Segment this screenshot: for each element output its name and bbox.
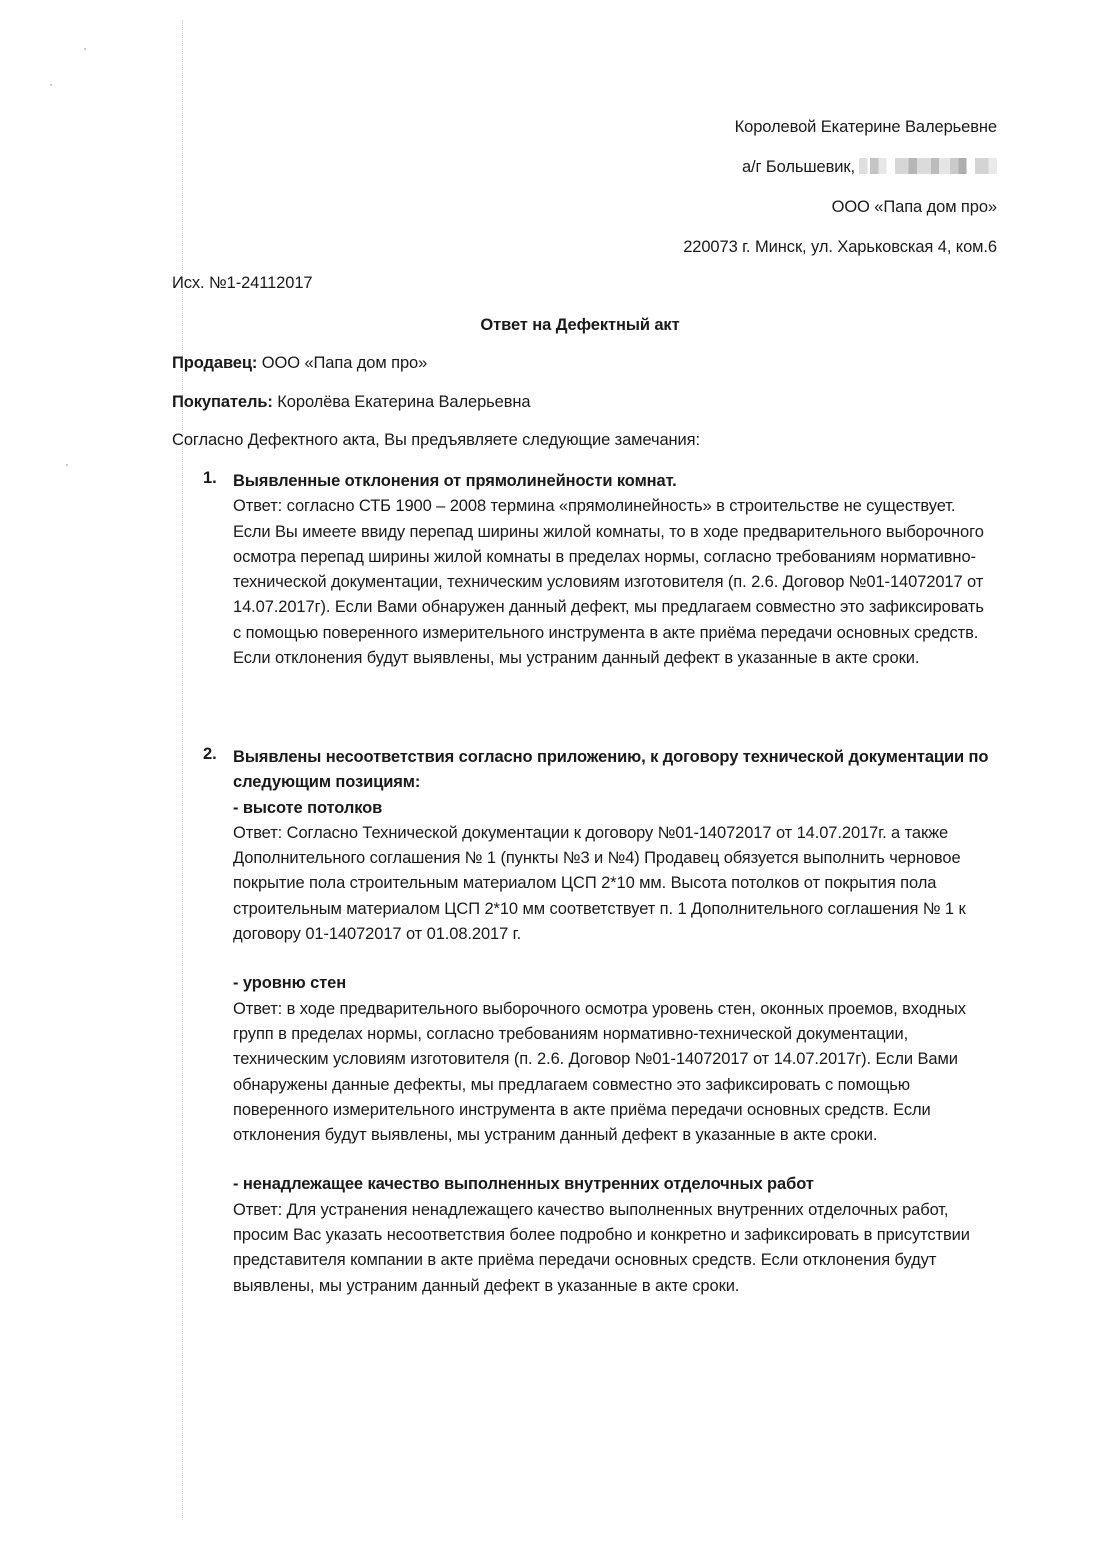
recipient-company: ООО «Папа дом про»: [831, 198, 997, 216]
buyer-line: [172, 393, 531, 412]
recipient-address-line: а/г Большевик,: [741, 158, 855, 176]
subitem-finishing-quality: [233, 1172, 993, 1298]
recipient-address: [742, 158, 997, 177]
subitem-wall-level: [233, 971, 993, 1148]
scan-speck: [50, 84, 52, 86]
remark-item-number: 2.: [203, 745, 217, 763]
remark-item-number: 1.: [203, 469, 217, 487]
scan-speck: [84, 48, 86, 50]
remark-item-2: [203, 745, 993, 1299]
subitem-answer: Ответ: Согласно Технической документации к договору №01-14072017 от 14.07.2017г. а также Дополнительного соглашения № 1 (пункты №3 и №4) Продавец обязуется выполнить черновое покрытие пола строительным материалом ЦСП 2*10 мм. Высота потолков от покрытия пола строительным материалом ЦСП 2*10 мм соответствует п. 1 Дополнительного соглашения № 1 к договору 01-14072017 от 01.08.2017 г.: [233, 823, 966, 944]
outgoing-reference-number: Исх. №1-24112017: [172, 274, 313, 292]
redacted-address-blur: [859, 158, 997, 174]
remark-item-answer: Ответ: согласно СТБ 1900 – 2008 термина «прямолинейность» в строительстве не существует. Если Вы имеете ввиду перепад ширины жилой комнаты, то в ходе предварительного выборочного осмотра перепад ширины жилой комнаты в пределах нормы, согласно требованиям нормативно-технической документации, техническим условиям изготовителя (п. 2.6. Договор №01-14072017 от 14.07.2017г). Если Вами обнаружен данный дефект, мы предлагаем совместно это зафиксировать с помощью поверенного измерительного инструмента в акте приёма передачи основных средств. Если отклонения будут выявлены, мы устраним данный дефект в указанные в акте сроки.: [233, 497, 984, 668]
seller-line: [172, 354, 427, 373]
scan-margin-line: [182, 20, 183, 1520]
scan-speck: [66, 464, 68, 466]
recipient-company-address: 220073 г. Минск, ул. Харьковская 4, ком.6: [683, 238, 997, 256]
subitem-heading: - высоте потолков: [233, 798, 383, 817]
seller-label: Продавец:: [172, 354, 258, 372]
remark-item-heading: Выявленные отклонения от прямолинейности комнат.: [233, 472, 677, 490]
subitem-answer: Ответ: в ходе предварительного выборочного осмотра уровень стен, оконных проемов, входных групп в пределах нормы, согласно требованиям нормативно-технической документации, техническим условиям изготовителя (п. 2.6. Договор №01-14072017 от 14.07.2017г). Если Вами обнаружены данные дефекты, мы предлагаем совместно это зафиксировать с помощью поверенного измерительного инструмента в акте приёма передачи основных средств. Если отклонения будут выявлены, мы устраним данный дефект в указанные в акте сроки.: [233, 999, 966, 1145]
subitem-answer: Ответ: Для устранения ненадлежащего качество выполненных внутренних отделочных работ, просим Вас указать несоответствия более подробно и конкретно и зафиксировать в присутствии представителя компании в акте приёма передачи основных средств. Если отклонения будут выявлены, мы устраним данный дефект в указанные в акте сроки.: [233, 1200, 970, 1295]
buyer-value: Королёва Екатерина Валерьевна: [272, 393, 531, 411]
subitem-ceiling-height: [233, 796, 993, 948]
remark-item-heading: Выявлены несоответствия согласно приложению, к договору технической документации по следующим позициям:: [233, 748, 989, 792]
remark-item-1: [203, 469, 993, 671]
document-title: Ответ на Дефектный акт: [480, 316, 680, 334]
subitem-heading: - уровню стен: [233, 974, 347, 993]
recipient-name: Королевой Екатерине Валерьевне: [734, 118, 997, 136]
intro-paragraph: Согласно Дефектного акта, Вы предъявляете следующие замечания:: [172, 431, 700, 449]
seller-value: ООО «Папа дом про»: [257, 354, 428, 372]
buyer-label: Покупатель:: [172, 393, 273, 411]
subitem-heading: - ненадлежащее качество выполненных внутренних отделочных работ: [233, 1175, 814, 1194]
